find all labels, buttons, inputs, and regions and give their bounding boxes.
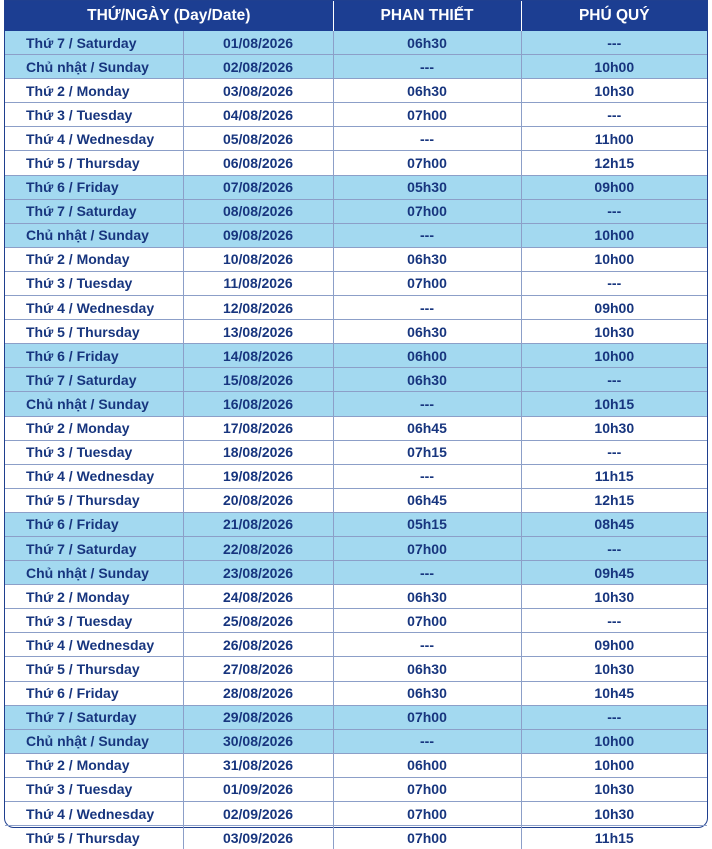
date-cell: 02/09/2026 xyxy=(183,802,333,826)
phu-quy-time-cell: 10h30 xyxy=(521,802,707,826)
schedule-table xyxy=(5,1,707,849)
header-phu-quy: PHÚ QUÝ xyxy=(521,1,707,31)
table-row xyxy=(5,777,707,801)
phan-thiet-time-cell: 06h30 xyxy=(333,247,521,271)
table-row xyxy=(5,296,707,320)
table-row xyxy=(5,151,707,175)
day-cell: Thứ 5 / Thursday xyxy=(5,657,183,681)
date-cell: 16/08/2026 xyxy=(183,392,333,416)
day-cell: Thứ 6 / Friday xyxy=(5,512,183,536)
phan-thiet-time-cell: 06h30 xyxy=(333,31,521,55)
phu-quy-time-cell: 11h00 xyxy=(521,127,707,151)
phan-thiet-time-cell: --- xyxy=(333,633,521,657)
table-row xyxy=(5,55,707,79)
day-cell: Chủ nhật / Sunday xyxy=(5,55,183,79)
day-cell: Thứ 5 / Thursday xyxy=(5,151,183,175)
day-cell: Thứ 2 / Monday xyxy=(5,247,183,271)
table-row xyxy=(5,175,707,199)
table-row xyxy=(5,392,707,416)
phu-quy-time-cell: 11h15 xyxy=(521,464,707,488)
phu-quy-time-cell: 12h15 xyxy=(521,151,707,175)
date-cell: 12/08/2026 xyxy=(183,296,333,320)
header-day-date: THỨ/NGÀY (Day/Date) xyxy=(5,1,333,31)
phu-quy-time-cell: 08h45 xyxy=(521,512,707,536)
day-cell: Thứ 5 / Thursday xyxy=(5,320,183,344)
date-cell: 06/08/2026 xyxy=(183,151,333,175)
phan-thiet-time-cell: --- xyxy=(333,223,521,247)
date-cell: 28/08/2026 xyxy=(183,681,333,705)
phan-thiet-time-cell: 07h00 xyxy=(333,826,521,849)
phan-thiet-time-cell: 07h00 xyxy=(333,151,521,175)
day-cell: Thứ 4 / Wednesday xyxy=(5,464,183,488)
table-row xyxy=(5,729,707,753)
table-row xyxy=(5,753,707,777)
table-row xyxy=(5,440,707,464)
day-cell: Thứ 2 / Monday xyxy=(5,416,183,440)
phan-thiet-time-cell: 05h30 xyxy=(333,175,521,199)
date-cell: 01/09/2026 xyxy=(183,777,333,801)
phu-quy-time-cell: 09h45 xyxy=(521,561,707,585)
day-cell: Thứ 7 / Saturday xyxy=(5,199,183,223)
date-cell: 17/08/2026 xyxy=(183,416,333,440)
phan-thiet-time-cell: 06h45 xyxy=(333,488,521,512)
table-row xyxy=(5,802,707,826)
date-cell: 18/08/2026 xyxy=(183,440,333,464)
phu-quy-time-cell: --- xyxy=(521,536,707,560)
phan-thiet-time-cell: 06h00 xyxy=(333,753,521,777)
date-cell: 03/08/2026 xyxy=(183,79,333,103)
date-cell: 30/08/2026 xyxy=(183,729,333,753)
phu-quy-time-cell: --- xyxy=(521,31,707,55)
date-cell: 21/08/2026 xyxy=(183,512,333,536)
table-row xyxy=(5,826,707,849)
date-cell: 04/08/2026 xyxy=(183,103,333,127)
day-cell: Thứ 3 / Tuesday xyxy=(5,440,183,464)
day-cell: Thứ 3 / Tuesday xyxy=(5,271,183,295)
table-row xyxy=(5,247,707,271)
date-cell: 19/08/2026 xyxy=(183,464,333,488)
phu-quy-time-cell: 09h00 xyxy=(521,175,707,199)
table-row xyxy=(5,512,707,536)
day-cell: Chủ nhật / Sunday xyxy=(5,729,183,753)
table-row xyxy=(5,31,707,55)
day-cell: Thứ 5 / Thursday xyxy=(5,826,183,849)
phu-quy-time-cell: 12h15 xyxy=(521,488,707,512)
table-row xyxy=(5,320,707,344)
table-row xyxy=(5,561,707,585)
phu-quy-time-cell: --- xyxy=(521,271,707,295)
table-row xyxy=(5,705,707,729)
phan-thiet-time-cell: 06h30 xyxy=(333,320,521,344)
table-row xyxy=(5,344,707,368)
day-cell: Thứ 7 / Saturday xyxy=(5,705,183,729)
table-row xyxy=(5,609,707,633)
date-cell: 27/08/2026 xyxy=(183,657,333,681)
date-cell: 03/09/2026 xyxy=(183,826,333,849)
phu-quy-time-cell: --- xyxy=(521,199,707,223)
phan-thiet-time-cell: 07h00 xyxy=(333,609,521,633)
date-cell: 07/08/2026 xyxy=(183,175,333,199)
phu-quy-time-cell: 10h30 xyxy=(521,416,707,440)
phan-thiet-time-cell: --- xyxy=(333,296,521,320)
schedule-table-frame xyxy=(4,0,708,846)
phan-thiet-time-cell: 07h00 xyxy=(333,103,521,127)
phu-quy-time-cell: 10h30 xyxy=(521,79,707,103)
phu-quy-time-cell: 10h00 xyxy=(521,753,707,777)
phu-quy-time-cell: 10h45 xyxy=(521,681,707,705)
phu-quy-time-cell: 10h00 xyxy=(521,247,707,271)
phan-thiet-time-cell: 07h00 xyxy=(333,802,521,826)
phu-quy-time-cell: --- xyxy=(521,705,707,729)
day-cell: Thứ 6 / Friday xyxy=(5,681,183,705)
day-cell: Thứ 4 / Wednesday xyxy=(5,802,183,826)
day-cell: Thứ 6 / Friday xyxy=(5,175,183,199)
date-cell: 22/08/2026 xyxy=(183,536,333,560)
phan-thiet-time-cell: 06h30 xyxy=(333,657,521,681)
phu-quy-time-cell: 10h30 xyxy=(521,320,707,344)
day-cell: Chủ nhật / Sunday xyxy=(5,392,183,416)
day-cell: Thứ 5 / Thursday xyxy=(5,488,183,512)
table-row xyxy=(5,464,707,488)
day-cell: Thứ 3 / Tuesday xyxy=(5,103,183,127)
phan-thiet-time-cell: 05h15 xyxy=(333,512,521,536)
phu-quy-time-cell: 09h00 xyxy=(521,296,707,320)
table-row xyxy=(5,657,707,681)
table-row xyxy=(5,103,707,127)
date-cell: 02/08/2026 xyxy=(183,55,333,79)
phu-quy-time-cell: 10h00 xyxy=(521,223,707,247)
date-cell: 09/08/2026 xyxy=(183,223,333,247)
table-row xyxy=(5,585,707,609)
phan-thiet-time-cell: 07h00 xyxy=(333,777,521,801)
phu-quy-time-cell: 11h15 xyxy=(594,829,634,846)
phu-quy-time-cell: 10h00 xyxy=(521,729,707,753)
phu-quy-time-cell: --- xyxy=(521,440,707,464)
table-row xyxy=(5,127,707,151)
phan-thiet-time-cell: 06h45 xyxy=(333,416,521,440)
day-cell: Thứ 2 / Monday xyxy=(5,79,183,103)
date-cell: 10/08/2026 xyxy=(183,247,333,271)
date-cell: 05/08/2026 xyxy=(183,127,333,151)
date-cell: 23/08/2026 xyxy=(183,561,333,585)
date-cell: 29/08/2026 xyxy=(183,705,333,729)
header-phan-thiet: PHAN THIẾT xyxy=(333,1,521,31)
table-row xyxy=(5,223,707,247)
day-cell: Chủ nhật / Sunday xyxy=(5,561,183,585)
table-row xyxy=(5,633,707,657)
phan-thiet-time-cell: --- xyxy=(333,392,521,416)
date-cell: 14/08/2026 xyxy=(183,344,333,368)
date-cell: 11/08/2026 xyxy=(183,271,333,295)
date-cell: 13/08/2026 xyxy=(183,320,333,344)
table-row xyxy=(5,536,707,560)
table-body xyxy=(5,31,707,849)
date-cell: 15/08/2026 xyxy=(183,368,333,392)
phan-thiet-time-cell: 06h30 xyxy=(333,368,521,392)
phu-quy-time-cell: --- xyxy=(521,103,707,127)
day-cell: Thứ 7 / Saturday xyxy=(5,368,183,392)
table-row xyxy=(5,79,707,103)
table-row xyxy=(5,199,707,223)
phan-thiet-time-cell: 06h30 xyxy=(333,79,521,103)
day-cell: Thứ 7 / Saturday xyxy=(5,536,183,560)
day-cell: Thứ 7 / Saturday xyxy=(5,31,183,55)
day-cell: Thứ 6 / Friday xyxy=(5,344,183,368)
day-cell: Thứ 3 / Tuesday xyxy=(5,609,183,633)
day-cell: Thứ 3 / Tuesday xyxy=(5,777,183,801)
phan-thiet-time-cell: 07h15 xyxy=(333,440,521,464)
day-cell: Thứ 4 / Wednesday xyxy=(5,633,183,657)
table-row xyxy=(5,488,707,512)
phan-thiet-time-cell: 06h00 xyxy=(333,344,521,368)
date-cell: 31/08/2026 xyxy=(183,753,333,777)
table-header xyxy=(5,1,707,31)
table-row xyxy=(5,368,707,392)
phan-thiet-time-cell: 07h00 xyxy=(333,199,521,223)
phu-quy-time-cell: 10h00 xyxy=(521,55,707,79)
phan-thiet-time-cell: 07h00 xyxy=(333,705,521,729)
phan-thiet-time-cell: 06h30 xyxy=(333,681,521,705)
day-cell: Thứ 4 / Wednesday xyxy=(5,127,183,151)
phan-thiet-time-cell: --- xyxy=(333,464,521,488)
table-row xyxy=(5,271,707,295)
date-cell: 25/08/2026 xyxy=(183,609,333,633)
phu-quy-time-cell: 10h15 xyxy=(521,392,707,416)
phu-quy-time-cell: 10h30 xyxy=(521,657,707,681)
phu-quy-time-cell: --- xyxy=(521,609,707,633)
date-cell: 01/08/2026 xyxy=(183,31,333,55)
phan-thiet-time-cell: --- xyxy=(333,729,521,753)
date-cell: 20/08/2026 xyxy=(183,488,333,512)
phan-thiet-time-cell: --- xyxy=(333,55,521,79)
phu-quy-time-cell: 10h30 xyxy=(521,777,707,801)
phan-thiet-time-cell: --- xyxy=(333,561,521,585)
phu-quy-time-cell: 10h00 xyxy=(521,344,707,368)
date-cell: 26/08/2026 xyxy=(183,633,333,657)
phan-thiet-time-cell: 06h30 xyxy=(333,585,521,609)
phu-quy-time-cell: --- xyxy=(521,368,707,392)
phan-thiet-time-cell: 07h00 xyxy=(333,271,521,295)
day-cell: Thứ 2 / Monday xyxy=(5,585,183,609)
phu-quy-time-cell: 09h00 xyxy=(521,633,707,657)
date-cell: 24/08/2026 xyxy=(183,585,333,609)
day-cell: Thứ 2 / Monday xyxy=(5,753,183,777)
phan-thiet-time-cell: 07h00 xyxy=(333,536,521,560)
table-row xyxy=(5,681,707,705)
phan-thiet-time-cell: --- xyxy=(333,127,521,151)
day-cell: Chủ nhật / Sunday xyxy=(5,223,183,247)
table-row xyxy=(5,416,707,440)
day-cell: Thứ 4 / Wednesday xyxy=(5,296,183,320)
phu-quy-time-cell: 10h30 xyxy=(521,585,707,609)
header-row xyxy=(5,1,707,31)
date-cell: 08/08/2026 xyxy=(183,199,333,223)
